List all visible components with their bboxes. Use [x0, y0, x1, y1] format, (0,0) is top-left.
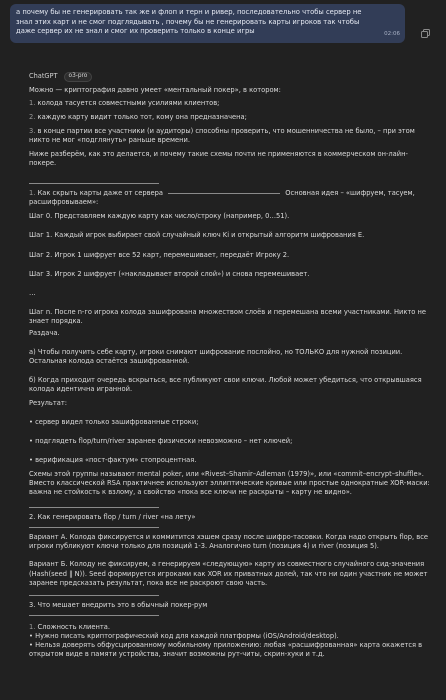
model-badge: o3-pro	[64, 72, 93, 82]
assistant-name: ChatGPT	[29, 72, 58, 81]
variant-a-text: Вариант А. Колода фиксируется и коммитится хэшем сразу после шифро-тасовки. Когда надо открыть flop, все игроки публикуют ключи только для позиций 1-3. Аналогично turn (позиция 4) и river (позиция 5).	[29, 533, 428, 551]
section-title: Как скрыть карты даже от сервера	[37, 189, 163, 198]
option-b-text: б) Когда приходит очередь вскрыться, все публикуют свои ключи. Любой может убедиться, что открывшаяся колода идентична игранной.	[29, 375, 422, 393]
divider	[29, 615, 159, 616]
schemes-text: Схемы этой группы называют mental poker, или «Rivest–Shamir–Adleman (1979)», или «commit–encrypt–shuffle». Вместо классической RSA практичнее используют эллиптические кривые или простые однократные XOR-маски: важна не стойкость к взлому, а свойство «пока все ключи не раскрыты – карту не видно».	[29, 470, 430, 497]
variant-b-text: Вариант Б. Колоду не фиксируем, а генерируем «следующую» карту из совместного случайного сид-значения (Hash(seed ‖ N)). Seed формируется игроками как XOR их приватных долей, так что ни один участник не может заранее предсказать результат, пока все не раскроют свою часть.	[29, 560, 428, 587]
list-item	[29, 113, 433, 122]
user-message-text: а почему бы не генерировать так же и флоп и терн и ривер, последовательно чтобы сервер не знал этих карт и не смог подглядывать , почему бы не генерировать карты игроков так чтобы даже сервер их не знал и смог их проверить только в конце игры	[16, 8, 362, 36]
section-1-heading	[29, 189, 433, 207]
bullet-item: • Нужно писать криптографический код для каждой платформы (iOS/Android/desktop).	[29, 631, 339, 640]
bullet-item: • верификация «пост-фактум» стопроцентная.	[29, 456, 197, 465]
intro-text: Можно — криптография давно умеет «ментальный покер», в котором:	[29, 86, 281, 94]
ellipsis-text: …	[29, 288, 36, 297]
step-text: Шаг 1. Каждый игрок выбирает свой случайный ключ Ki и открытый алгоритм шифрования E.	[29, 231, 365, 240]
list-item	[29, 127, 433, 145]
copy-icon[interactable]	[421, 29, 430, 38]
result-label: Результат:	[29, 398, 68, 407]
bullet-item: • подглядеть flop/turn/river заранее физически невозможно – нет ключей;	[29, 437, 293, 446]
complexity-title: Сложность клиента.	[37, 622, 110, 631]
step-text: Шаг 0. Представляем каждую карту как число/строку (например, 0…51).	[29, 212, 290, 221]
list-text: колода тасуется совместными усилиями клиентов;	[37, 99, 220, 108]
assistant-header	[29, 72, 92, 82]
section-number: 1.	[29, 189, 36, 198]
divider	[29, 183, 159, 184]
section-2-heading: 2. Как генерировать flop / turn / river «на лету»	[29, 513, 196, 522]
list-number: 2.	[29, 113, 36, 122]
list-number: 1.	[29, 622, 36, 631]
list-item	[29, 99, 433, 108]
bullet-item: • Нельзя доверять обфусцированному мобильному приложению: любая «расшифрованная» карта окажется в открытом виде в памяти устройства, значит возможны рут-читы, скрин-хуки и т.д.	[29, 640, 423, 658]
message-time: 02:06	[384, 30, 400, 37]
distribution-label: Раздача.	[29, 328, 60, 337]
user-message-bubble	[10, 4, 405, 43]
step-text: Шаг 2. Игрок 1 шифрует все 52 карт, перемешивает, передаёт Игроку 2.	[29, 250, 290, 259]
section-tail: Основная идея – «шифруем, тасуем, расшифровываем»:	[29, 189, 415, 207]
divider	[29, 527, 159, 528]
assistant-answer	[29, 86, 433, 659]
divider	[29, 507, 159, 508]
step-text: Шаг n. После n-го игрока колода зашифрована множеством слоёв и перемешана всеми участниками. Никто не знает порядка.	[29, 307, 426, 325]
list-number: 1.	[29, 99, 36, 108]
list-number: 3.	[29, 127, 36, 136]
list-text: каждую карту видит только тот, кому она предназначена;	[37, 113, 247, 122]
section-3-heading: 3. Что мешает внедрить это в обычный покер-рум	[29, 600, 208, 609]
divider	[29, 595, 159, 596]
bullet-item: • сервер видел только зашифрованные строки;	[29, 418, 199, 427]
step-text: Шаг 3. Игрок 2 шифрует («накладывает второй слой») и снова перемешивает.	[29, 269, 310, 278]
complexity-heading	[29, 623, 433, 632]
option-a-text: а) Чтобы получить себе карту, игроки снимают шифрование послойно, но ТОЛЬКО для нужной позиции. Остальная колода остаётся зашифрованной.	[29, 347, 403, 365]
below-text: Ниже разберём, как это делается, и почему такие схемы почти не применяются в коммерческом он-лайн-покере.	[29, 150, 408, 168]
points-list	[29, 99, 433, 145]
divider	[168, 193, 280, 194]
list-text: в конце партии все участники (и аудиторы) способны проверить, что мошенничества не было, – при этом никто не мог «подглянуть» раньше времени.	[29, 127, 415, 145]
